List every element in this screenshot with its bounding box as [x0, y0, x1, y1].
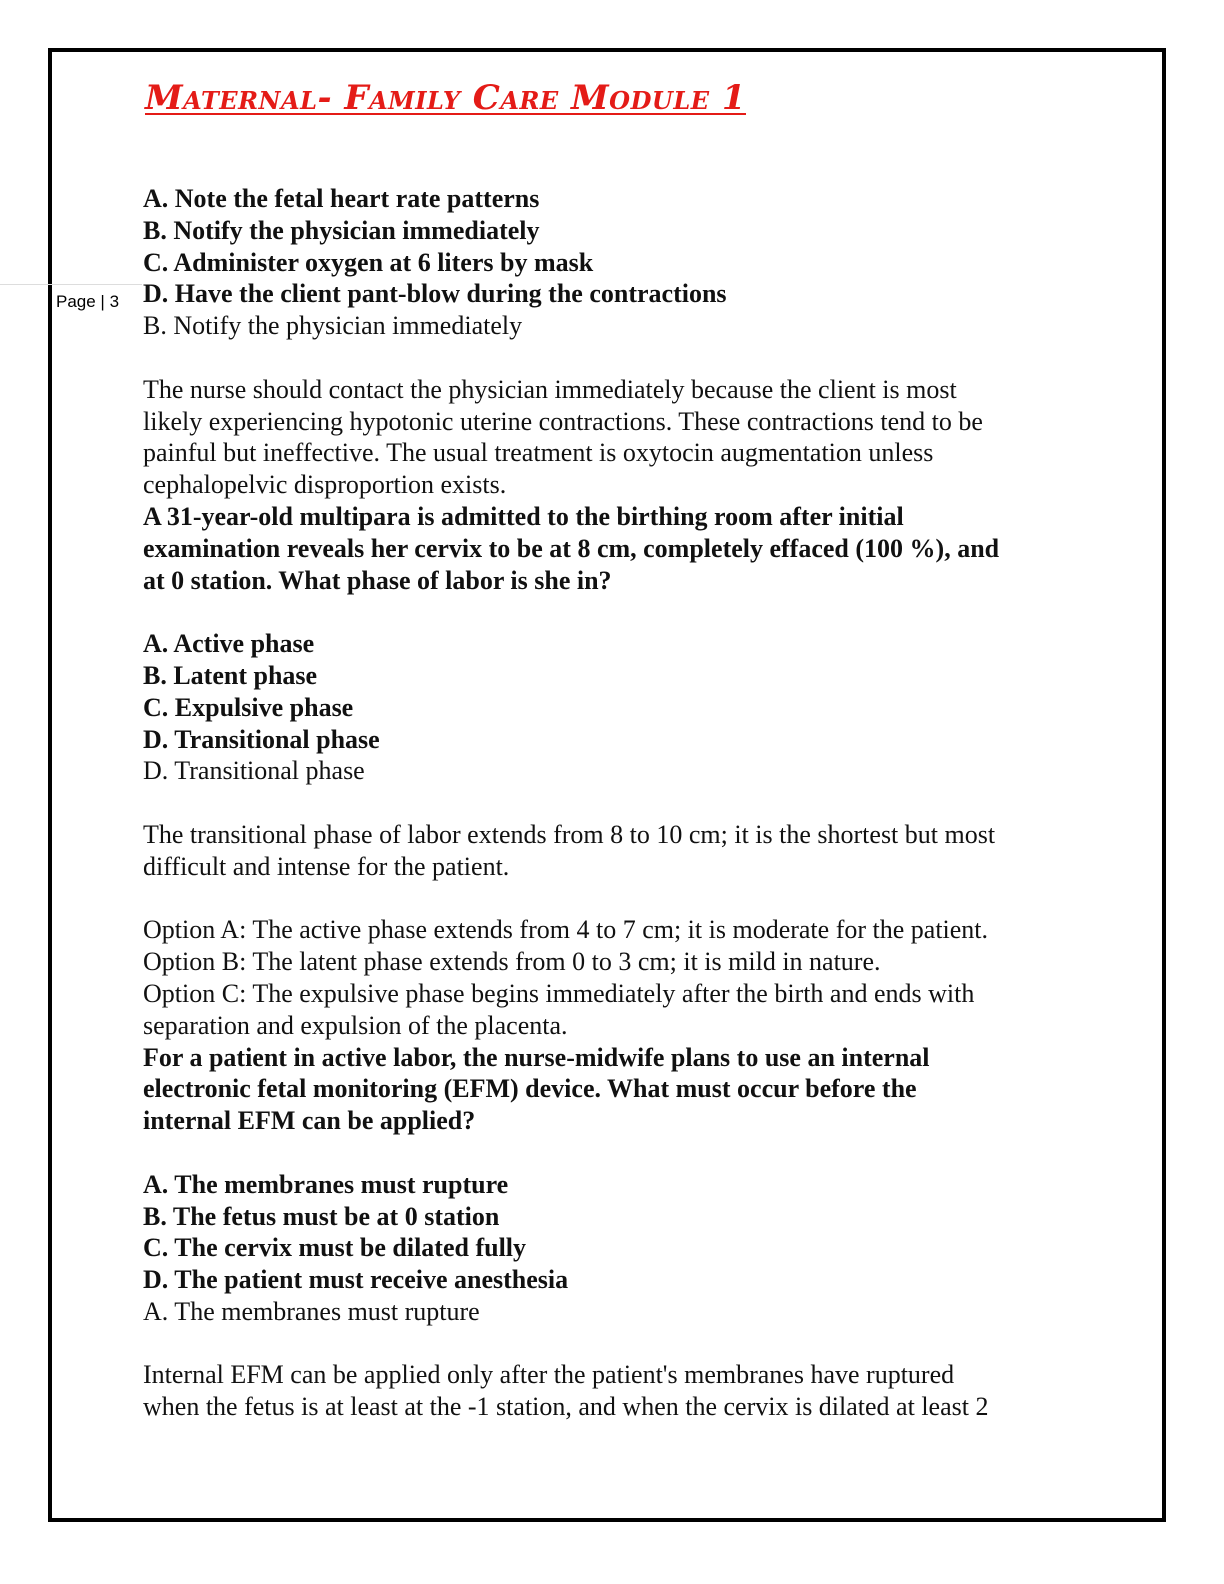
- question-line: For a patient in active labor, the nurse-midwife plans to use an internal: [143, 1042, 930, 1072]
- document-body: [143, 183, 1093, 1423]
- option-line: C. Expulsive phase: [143, 692, 354, 722]
- rationale-line: The transitional phase of labor extends from 8 to 10 cm; it is the shortest but most: [143, 819, 996, 849]
- option-line: C. Administer oxygen at 6 liters by mask: [143, 247, 594, 277]
- option-line: D. Transitional phase: [143, 724, 380, 754]
- option-note-line: Option C: The expulsive phase begins immediately after the birth and ends with: [143, 978, 975, 1008]
- rationale-line: likely experiencing hypotonic uterine contractions. These contractions tend to be: [143, 406, 983, 436]
- option-line: B. Latent phase: [143, 660, 318, 690]
- option-note-line: separation and expulsion of the placenta.: [143, 1010, 568, 1040]
- rationale-line: difficult and intense for the patient.: [143, 851, 510, 881]
- option-line: D. The patient must receive anesthesia: [143, 1265, 569, 1295]
- rationale-line: cephalopelvic disproportion exists.: [143, 470, 507, 500]
- option-line: A. Active phase: [143, 629, 315, 659]
- option-line: A. Note the fetal heart rate patterns: [143, 184, 540, 213]
- answer-line: A. The membranes must rupture: [143, 1296, 480, 1326]
- rationale-line: painful but ineffective. The usual treatment is oxytocin augmentation unless: [143, 438, 934, 468]
- question-line: A 31-year-old multipara is admitted to the birthing room after initial: [143, 501, 904, 531]
- question-line: internal EFM can be applied?: [143, 1106, 476, 1136]
- question-line: examination reveals her cervix to be at 8 cm, completely effaced (100 %), and: [143, 533, 1000, 563]
- question-line: at 0 station. What phase of labor is she in?: [143, 565, 612, 595]
- option-note-line: Option A: The active phase extends from 4 to 7 cm; it is moderate for the patient.: [143, 915, 989, 945]
- question-line: electronic fetal monitoring (EFM) device. What must occur before the: [143, 1074, 917, 1104]
- rationale-line: when the fetus is at least at the -1 station, and when the cervix is dilated at least 2: [143, 1392, 989, 1422]
- option-line: D. Have the client pant-blow during the contractions: [143, 279, 727, 309]
- answer-line: D. Transitional phase: [143, 756, 365, 786]
- option-line: B. The fetus must be at 0 station: [143, 1201, 500, 1231]
- rationale-line: The nurse should contact the physician immediately because the client is most: [143, 374, 957, 404]
- answer-line: B. Notify the physician immediately: [143, 311, 523, 341]
- rationale-line: Internal EFM can be applied only after the patient's membranes have ruptured: [143, 1360, 955, 1390]
- page-number-label: Page | 3: [56, 292, 120, 311]
- option-line: C. The cervix must be dilated fully: [143, 1233, 527, 1263]
- document-header-title: Maternal- Family Care Module 1: [145, 78, 746, 118]
- option-line: A. The membranes must rupture: [143, 1169, 509, 1199]
- option-line: B. Notify the physician immediately: [143, 215, 540, 245]
- option-note-line: Option B: The latent phase extends from 0 to 3 cm; it is mild in nature.: [143, 947, 881, 977]
- margin-rule: [0, 284, 142, 285]
